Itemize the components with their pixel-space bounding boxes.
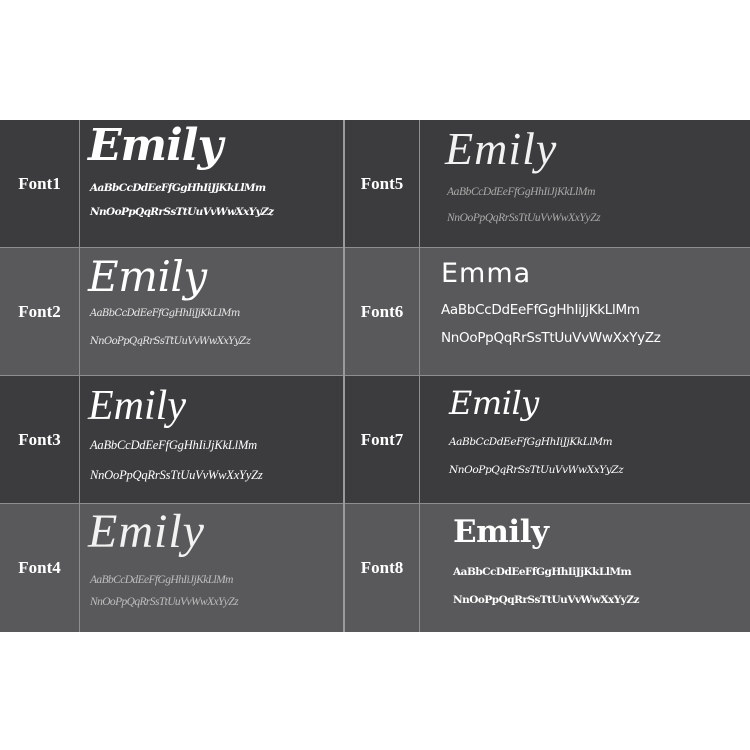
font-label: Font7 bbox=[345, 376, 420, 503]
sample-name: Emily bbox=[88, 505, 205, 558]
font-row-font6 bbox=[345, 248, 750, 376]
font-label: Font2 bbox=[0, 248, 80, 375]
font-row-font5 bbox=[345, 120, 750, 248]
font-column-right bbox=[345, 120, 750, 632]
font-row-font1 bbox=[0, 120, 343, 248]
sample-name: Emma bbox=[441, 258, 532, 289]
font-sample bbox=[88, 248, 339, 375]
alphabet-line-1: AaBbCcDdEeFfGgHhIiJjKkLlMm bbox=[449, 436, 613, 448]
font-row-font3 bbox=[0, 376, 343, 504]
alphabet-line-1: AaBbCcDdEeFfGgHhIiJjKkLlMm bbox=[447, 186, 596, 198]
sample-name: Emily bbox=[453, 514, 549, 550]
alphabet-line-1: AaBbCcDdEeFfGgHhIiJjKkLlMm bbox=[453, 566, 632, 578]
sample-name: Emily bbox=[88, 120, 223, 171]
font-sample bbox=[445, 504, 746, 632]
font-sample bbox=[445, 120, 746, 247]
alphabet-line-2: NnOoPpQqRrSsTtUuVvWwXxYyZz bbox=[449, 464, 624, 476]
alphabet-line-2: NnOoPpQqRrSsTtUuVvWwXxYyZz bbox=[453, 594, 640, 606]
alphabet-line-2: NnOoPpQqRrSsTtUuVvWwXxYyZz bbox=[90, 468, 263, 482]
sample-name: Emily bbox=[445, 123, 558, 174]
alphabet-line-1: AaBbCcDdEeFfGgHhIiJjKkLlMm bbox=[90, 182, 266, 194]
font-sample bbox=[445, 376, 746, 503]
alphabet-line-1: AaBbCcDdEeFfGgHhIiJjKkLlMm bbox=[90, 308, 240, 319]
sample-name: Emily bbox=[88, 383, 186, 429]
font-sample bbox=[88, 376, 339, 503]
alphabet-line-1: AaBbCcDdEeFfGgHhIiJjKkLlMm bbox=[90, 574, 233, 586]
font-label: Font6 bbox=[345, 248, 420, 375]
font-chart bbox=[0, 120, 750, 632]
alphabet-line-1: AaBbCcDdEeFfGgHhIiJjKkLlMm bbox=[90, 438, 257, 452]
font-label: Font4 bbox=[0, 504, 80, 632]
font-sample bbox=[88, 120, 339, 247]
font-sample bbox=[88, 504, 339, 632]
font-label: Font1 bbox=[0, 120, 80, 247]
font-row-font4 bbox=[0, 504, 343, 632]
alphabet-line-2: NnOoPpQqRrSsTtUuVvWwXxYyZz bbox=[90, 336, 251, 347]
font-column-left bbox=[0, 120, 343, 632]
sample-name: Emily bbox=[449, 384, 539, 422]
font-sample bbox=[441, 248, 746, 375]
alphabet-line-2: NnOoPpQqRrSsTtUuVvWwXxYyZz bbox=[447, 212, 601, 224]
alphabet-line-2: NnOoPpQqRrSsTtUuVvWwXxYyZz bbox=[90, 596, 238, 608]
alphabet-line-2: NnOoPpQqRrSsTtUuVvWwXxYyZz bbox=[441, 330, 661, 346]
font-row-font2 bbox=[0, 248, 343, 376]
alphabet-line-1: AaBbCcDdEeFfGgHhIiJjKkLlMm bbox=[441, 302, 640, 318]
font-row-font7 bbox=[345, 376, 750, 504]
font-row-font8 bbox=[345, 504, 750, 632]
font-label: Font8 bbox=[345, 504, 420, 632]
font-label: Font3 bbox=[0, 376, 80, 503]
font-label: Font5 bbox=[345, 120, 420, 247]
sample-name: Emily bbox=[88, 252, 207, 301]
alphabet-line-2: NnOoPpQqRrSsTtUuVvWwXxYyZz bbox=[90, 206, 274, 218]
